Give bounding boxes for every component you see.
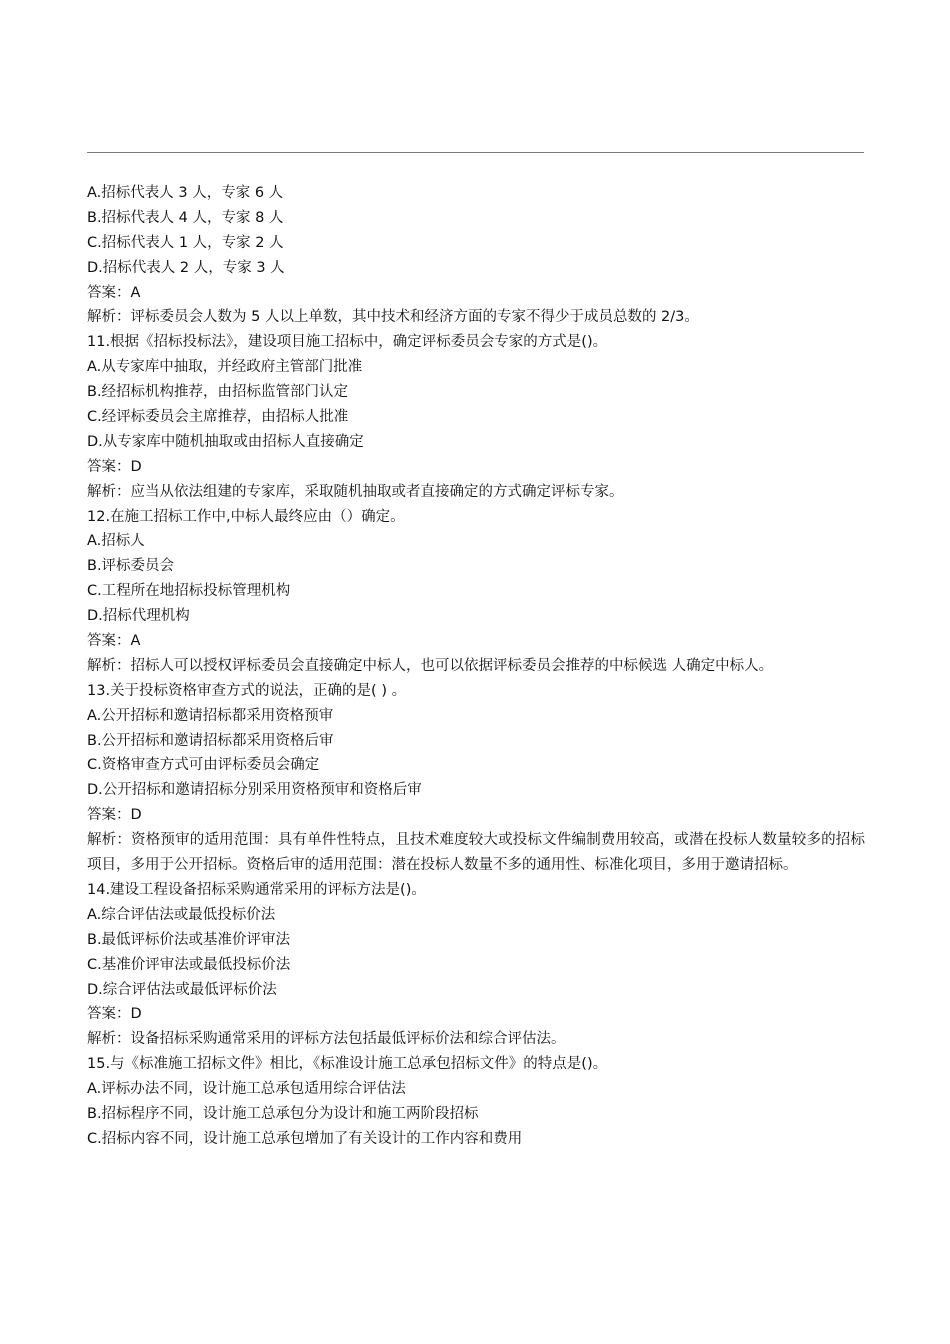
- option-line: B.评标委员会: [87, 558, 175, 575]
- option-line: A.评标办法不同，设计施工总承包适用综合评估法: [87, 1081, 406, 1098]
- answer-line: 答案：D: [87, 807, 142, 824]
- option-line: C.招标代表人 1 人，专家 2 人: [87, 234, 284, 251]
- option-line: B.最低评标价法或基准价评审法: [87, 931, 291, 948]
- option-line: D.招标代理机构: [87, 608, 190, 625]
- option-line: D.从专家库中随机抽取或由招标人直接确定: [87, 433, 364, 450]
- answer-line: 答案：A: [87, 633, 141, 650]
- option-line: A.公开招标和邀请招标都采用资格预审: [87, 707, 334, 724]
- option-line: D.招标代表人 2 人，专家 3 人: [87, 259, 285, 276]
- option-line: C.招标内容不同，设计施工总承包增加了有关设计的工作内容和费用: [87, 1130, 523, 1147]
- question-14: 14.建设工程设备招标采购通常采用的评标方法是()。: [87, 881, 426, 898]
- option-line: C.工程所在地招标投标管理机构: [87, 583, 291, 600]
- option-line: C.基准价评审法或最低投标价法: [87, 956, 291, 973]
- option-line: A.招标代表人 3 人，专家 6 人: [87, 185, 284, 201]
- option-line: C.资格审查方式可由评标委员会确定: [87, 757, 320, 774]
- option-line: D.公开招标和邀请招标分别采用资格预审和资格后审: [87, 782, 422, 799]
- answer-line: 答案：D: [87, 1006, 142, 1023]
- explanation-line: 解析：招标人可以授权评标委员会直接确定中标人，也可以依据评标委员会推荐的中标候选 人确定中标人。: [87, 657, 774, 674]
- option-line: B.招标程序不同，设计施工总承包分为设计和施工两阶段招标: [87, 1105, 479, 1122]
- question-15: 15.与《标准施工招标文件》相比，《标准设计施工总承包招标文件》的特点是()。: [87, 1056, 608, 1073]
- option-line: B.经招标机构推荐，由招标监管部门认定: [87, 384, 349, 401]
- option-line: B.招标代表人 4 人，专家 8 人: [87, 209, 284, 226]
- question-11: 11.根据《招标投标法》，建设项目施工招标中，确定评标委员会专家的方式是()。: [87, 334, 608, 351]
- answer-line: 答案：D: [87, 458, 142, 475]
- explanation-paragraph: 解析：资格预审的适用范围：具有单件性特点，且技术难度较大或投标文件编制费用较高，或潜在投标人数量较多的招标项目，多用于公开招标。资格后审的适用范围：潜在投标人数量不多的通用性、标准化项目，多用于邀请招标。: [87, 832, 865, 874]
- option-line: C.经评标委员会主席推荐，由招标人批准: [87, 409, 349, 426]
- question-13: 13.关于投标资格审查方式的说法，正确的是( ) 。: [87, 682, 407, 699]
- option-line: B.公开招标和邀请招标都采用资格后审: [87, 732, 334, 749]
- option-line: A.综合评估法或最低投标价法: [87, 906, 276, 923]
- explanation-line: 解析：评标委员会人数为 5 人以上单数，其中技术和经济方面的专家不得少于成员总数的 2/3。: [87, 309, 699, 326]
- option-line: A.从专家库中抽取，并经政府主管部门批准: [87, 359, 363, 376]
- option-line: D.综合评估法或最低评标价法: [87, 981, 277, 998]
- explanation-line: 解析：应当从依法组建的专家库，采取随机抽取或者直接确定的方式确定评标专家。: [87, 483, 624, 500]
- question-12: 12.在施工招标工作中,中标人最终应由（）确定。: [87, 508, 405, 525]
- answer-line: 答案：A: [87, 284, 141, 301]
- header-rule: [87, 152, 864, 153]
- document-body: [87, 181, 865, 1152]
- option-line: A.招标人: [87, 533, 145, 550]
- explanation-line: 解析：设备招标采购通常采用的评标方法包括最低评标价法和综合评估法。: [87, 1031, 566, 1048]
